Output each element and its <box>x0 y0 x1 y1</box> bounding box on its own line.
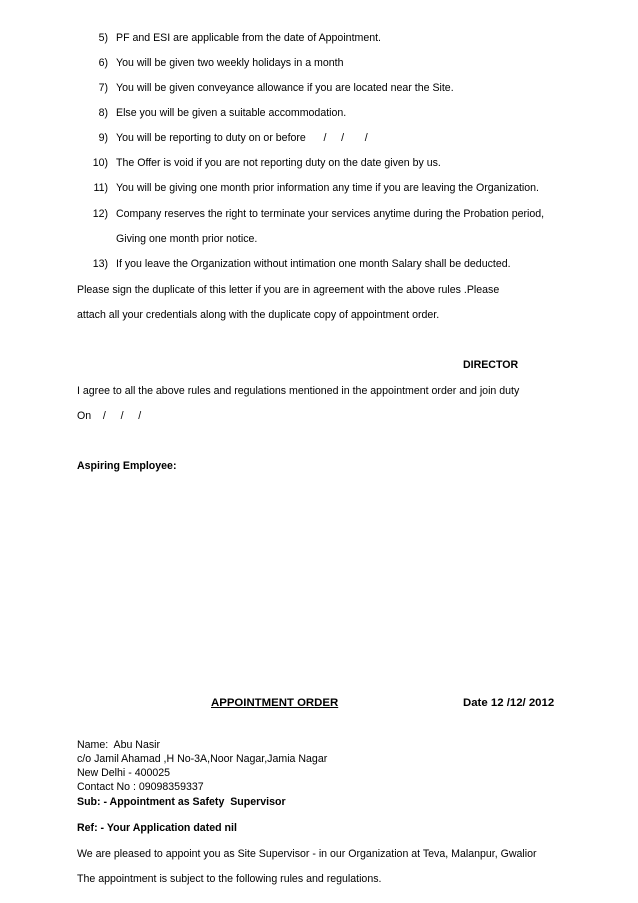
appointment-intro: We are pleased to appoint you as Site Supervisor - in our Organization at Teva, Malanpur, Gwalior <box>77 848 537 860</box>
rule-number: 5) <box>98 32 108 44</box>
rule-text: You will be given conveyance allowance if you are located near the Site. <box>116 82 454 94</box>
rule-number: 13) <box>92 258 108 270</box>
rule-number: 6) <box>98 57 108 69</box>
rule-text: You will be giving one month prior information any time if you are leaving the Organization. <box>116 182 540 194</box>
reference-line: Ref: - Your Application dated nil <box>77 822 237 834</box>
recipient-name: Name: Abu Nasir <box>77 739 161 751</box>
recipient-address-line: c/o Jamil Ahamad ,H No-3A,Noor Nagar,Jamia Nagar <box>77 753 328 765</box>
subject-line: Sub: - Appointment as Safety Supervisor <box>77 796 286 808</box>
rule-text: You will be given two weekly holidays in a month <box>116 57 344 69</box>
director-label: DIRECTOR <box>463 359 519 371</box>
recipient-contact: Contact No : 09098359337 <box>77 781 204 793</box>
rule-number: 7) <box>98 82 108 94</box>
rule-number: 10) <box>92 157 108 169</box>
appointment-order-title: APPOINTMENT ORDER <box>211 697 339 709</box>
aspiring-employee-label: Aspiring Employee: <box>77 460 177 472</box>
rule-text: PF and ESI are applicable from the date of Appointment. <box>116 32 382 44</box>
rule-text: Else you will be given a suitable accommodation. <box>116 107 347 119</box>
join-date-line: On / / / <box>77 410 142 422</box>
rule-number: 8) <box>98 107 108 119</box>
rule-number: 11) <box>93 182 108 194</box>
recipient-address-line: New Delhi - 400025 <box>77 767 171 779</box>
agreement-line: I agree to all the above rules and regulations mentioned in the appointment order and join duty <box>77 385 520 397</box>
sign-instruction-line: attach all your credentials along with the duplicate copy of appointment order. <box>77 309 440 321</box>
rule-text: If you leave the Organization without intimation one month Salary shall be deducted. <box>116 258 511 270</box>
rule-text: Company reserves the right to terminate your services anytime during the Probation period, <box>116 208 545 220</box>
rule-number: 12) <box>92 208 108 220</box>
order-date: Date 12 /12/ 2012 <box>463 697 555 709</box>
rule-number: 9) <box>98 132 108 144</box>
rule-text: Giving one month prior notice. <box>116 233 258 245</box>
rule-text: You will be reporting to duty on or before / / / <box>116 132 368 144</box>
sign-instruction-line: Please sign the duplicate of this letter if you are in agreement with the above rules .Please <box>77 284 500 296</box>
rule-text: The Offer is void if you are not reporting duty on the date given by us. <box>116 157 441 169</box>
rules-intro: The appointment is subject to the following rules and regulations. <box>77 873 382 885</box>
